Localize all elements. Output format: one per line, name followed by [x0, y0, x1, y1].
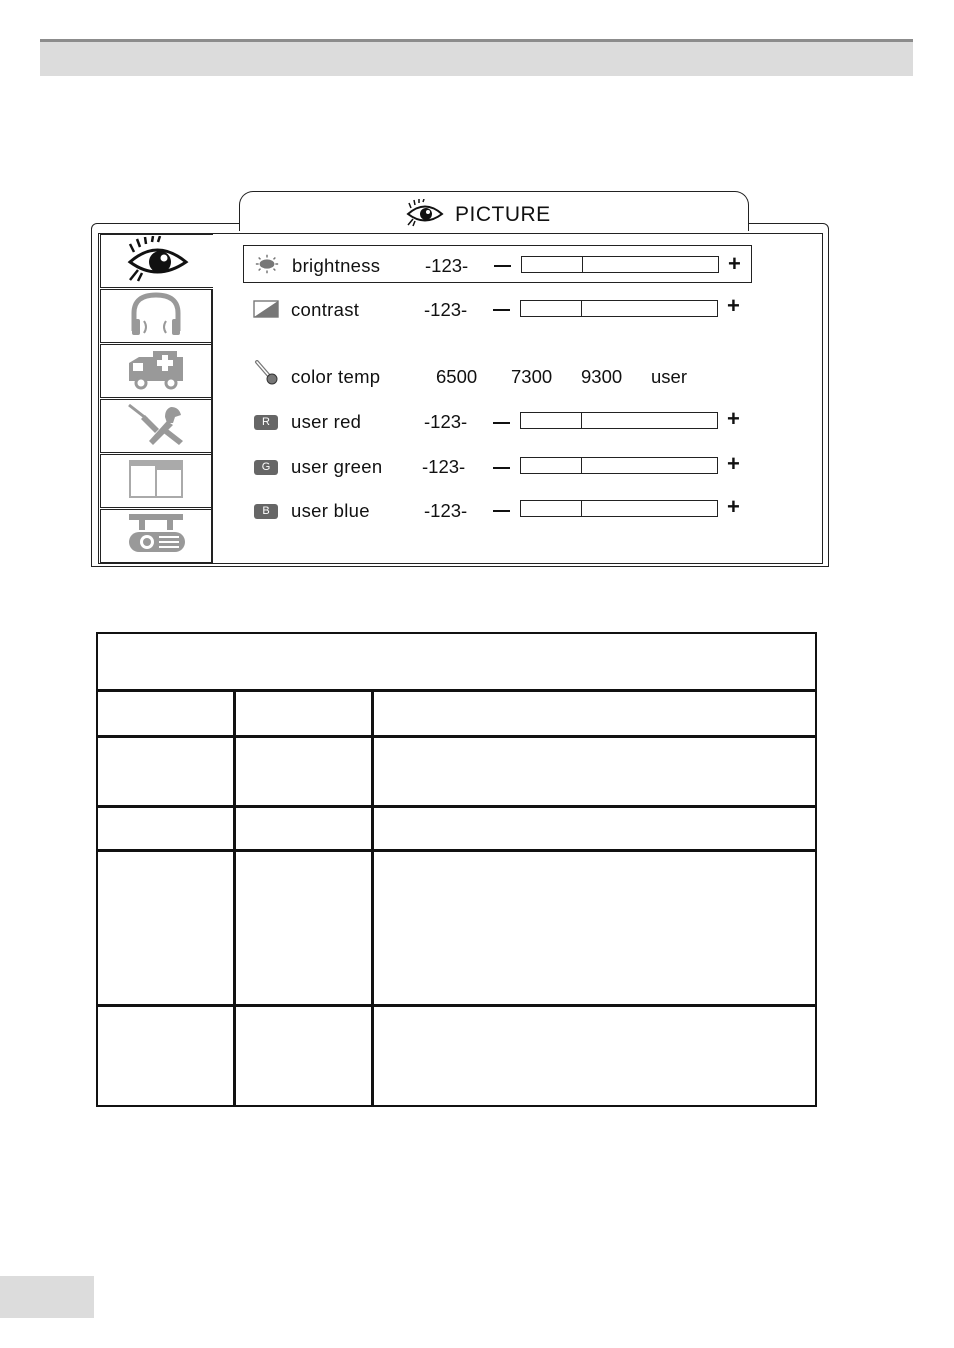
user-green-increase-button[interactable]: + [727, 451, 740, 476]
thermometer-icon [253, 363, 279, 383]
table-row-divider [96, 805, 817, 808]
brightness-value: -123- [425, 255, 469, 276]
window-layout-icon [127, 458, 185, 505]
tab-emergency[interactable] [100, 344, 212, 398]
brightness-row[interactable] [243, 245, 752, 283]
table-row-divider [96, 849, 817, 852]
green-badge-icon: G [254, 460, 278, 475]
user-red-increase-button[interactable]: + [727, 406, 740, 431]
eye-icon [124, 236, 190, 287]
user-green-label: user green [291, 456, 383, 477]
osd-title [405, 200, 551, 230]
tab-layout[interactable] [100, 454, 212, 508]
color-temp-option-user[interactable]: user [651, 366, 687, 387]
table-header-divider [96, 689, 817, 692]
tab-audio[interactable] [100, 289, 212, 343]
user-blue-row[interactable] [243, 490, 752, 528]
table-row-divider [96, 1004, 817, 1007]
user-red-label: user red [291, 411, 362, 432]
user-red-decrease-button[interactable] [493, 422, 510, 424]
contrast-slider[interactable] [520, 300, 718, 317]
brightness-decrease-button[interactable] [494, 265, 511, 267]
tab-projector[interactable] [100, 509, 212, 563]
color-temp-option-7300[interactable]: 7300 [511, 366, 553, 387]
ambulance-icon [125, 347, 187, 396]
header-bar [40, 39, 913, 76]
color-temp-option-9300[interactable]: 9300 [581, 366, 623, 387]
tab-picture[interactable] [100, 234, 213, 288]
color-temp-label: color temp [291, 366, 381, 387]
contrast-value: -123- [424, 299, 468, 320]
tab-tools[interactable] [100, 399, 212, 453]
brightness-increase-button[interactable]: + [728, 251, 741, 276]
brightness-slider[interactable] [521, 256, 719, 273]
contrast-icon [253, 299, 279, 319]
tools-icon [125, 401, 187, 452]
user-blue-slider[interactable] [520, 500, 718, 517]
contrast-row[interactable] [243, 290, 752, 328]
user-blue-decrease-button[interactable] [493, 510, 510, 512]
contrast-label: contrast [291, 299, 360, 320]
color-temp-option-6500[interactable]: 6500 [436, 366, 478, 387]
side-divider [211, 289, 213, 564]
user-red-row[interactable] [243, 402, 752, 440]
color-temp-row[interactable] [243, 357, 752, 395]
user-blue-value: -123- [424, 500, 468, 521]
user-green-value: -123- [422, 456, 466, 477]
blue-badge-icon: B [254, 504, 278, 519]
user-blue-label: user blue [291, 500, 370, 521]
sun-icon [254, 254, 280, 274]
red-badge-icon: R [254, 415, 278, 430]
user-green-decrease-button[interactable] [493, 467, 510, 469]
settings-table [96, 632, 817, 1107]
table-column-divider [233, 690, 236, 1107]
contrast-decrease-button[interactable] [493, 309, 510, 311]
osd-title-text: PICTURE [455, 203, 551, 226]
table-column-divider [371, 690, 374, 1107]
user-green-slider[interactable] [520, 457, 718, 474]
brightness-label: brightness [292, 255, 381, 276]
table-row-divider [96, 735, 817, 738]
eye-icon [405, 199, 445, 232]
projector-icon [125, 512, 187, 561]
headphones-icon [126, 291, 186, 342]
user-green-row[interactable] [243, 447, 752, 485]
contrast-increase-button[interactable]: + [727, 293, 740, 318]
user-blue-increase-button[interactable]: + [727, 494, 740, 519]
footer-block [0, 1276, 94, 1318]
user-red-slider[interactable] [520, 412, 718, 429]
user-red-value: -123- [424, 411, 468, 432]
